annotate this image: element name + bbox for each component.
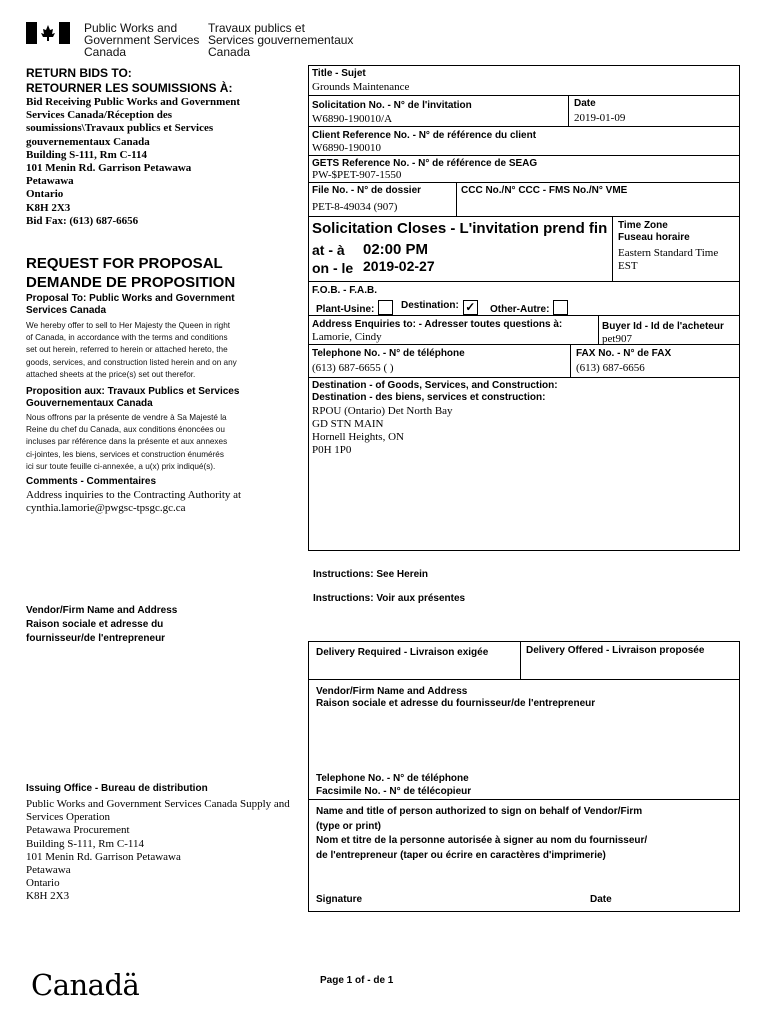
closes-on-label: on - le: [312, 260, 354, 276]
date-label: Date: [574, 98, 596, 109]
proposal-to-heading: Proposal To: Public Works and Government Services Canada: [26, 293, 235, 316]
fob-other-option[interactable]: Other-Autre:: [490, 300, 568, 315]
delivery-offered-field[interactable]: Delivery Offered - Livraison proposée: [526, 645, 705, 656]
dept-name-en: Public Works and Government Services Canada: [84, 21, 200, 59]
fax-value: (613) 687-6656: [576, 362, 645, 374]
vendor-left-heading: Vendor/Firm Name and Address Raison sociale et adresse du fournisseur/de l'entrepreneur: [26, 605, 178, 644]
instructions-en: Instructions: See Herein: [313, 569, 429, 580]
time-zone-label: Time Zone Fuseau horaire: [618, 220, 690, 243]
instructions-fr: Instructions: Voir aux présentes: [313, 593, 466, 604]
gets-ref-value: PW-$PET-907-1550: [312, 169, 402, 181]
fob-label: F.O.B. - F.A.B.: [312, 285, 377, 296]
destination-label: Destination - of Goods, Services, and Construction: Destination - des biens, services et construction:: [312, 380, 558, 403]
rfp-title: REQUEST FOR PROPOSAL DEMANDE DE PROPOSITION: [26, 255, 236, 291]
fob-plant-option[interactable]: Plant-Usine:: [316, 300, 393, 315]
solicitation-value: W6890-190010/A: [312, 113, 393, 125]
return-bids-address: Bid Receiving Public Works and Government Services Canada/Réception des soumissions\Travaux publics et Services gouvernementaux Canada Building S-111, Rm C-114 101 Menin Rd. Garrison Petawawa Petawawa Ontario K8H 2X3 Bid Fax: (613) 687-6656: [26, 96, 241, 227]
closes-at-label: at - à: [312, 242, 345, 258]
destination-checkbox[interactable]: ✓: [463, 300, 478, 315]
signature-field[interactable]: Signature: [316, 894, 363, 905]
ccc-no-label: CCC No./N° CCC - FMS No./N° VME: [461, 185, 628, 196]
destination-value: RPOU (Ontario) Det North Bay GD STN MAIN Hornell Heights, ON P0H 1P0: [312, 405, 453, 456]
phone-value: (613) 687-6655 ( ): [312, 362, 394, 374]
client-ref-value: W6890-190010: [312, 142, 382, 154]
file-no-label: File No. - N° de dossier: [312, 185, 422, 196]
return-bids-title: RETURN BIDS TO: RETOURNER LES SOUMISSIONS À:: [26, 66, 233, 95]
vendor-firm-field[interactable]: Vendor/Firm Name and Address Raison sociale et adresse du fournisseur/de l'entrepreneur: [316, 686, 596, 709]
fax-label: FAX No. - N° de FAX: [576, 348, 672, 359]
proposal-aux-heading: Proposition aux: Travaux Publics et Services Gouvernementaux Canada: [26, 386, 240, 409]
title-label: Title - Sujet: [312, 68, 366, 79]
date-value: 2019-01-09: [574, 112, 626, 124]
proposal-to-text: We hereby offer to sell to Her Majesty the Queen in right of Canada, in accordance with the terms and conditions set out herein, referred to herein or attached hereto, the goods, services, and construction listed herein and on any attached sheets at the price(s) set out therefor.: [26, 321, 237, 379]
solicitation-label: Solicitation No. - N° de l'invitation: [312, 100, 472, 111]
enquiries-value: Lamorie, Cindy: [312, 331, 382, 343]
file-no-value: PET-8-49034 (907): [312, 201, 398, 213]
closes-date: 2019-02-27: [363, 258, 435, 274]
enquiries-label: Address Enquiries to: - Adresser toutes questions à:: [312, 319, 563, 330]
authorized-signer-field[interactable]: Name and title of person authorized to sign on behalf of Vendor/Firm (type or print) Nom et titre de la personne autorisée à signer au nom du fournisseur/ de l'entrepreneur (taper ou écrire en caractères d'imprimerie): [316, 806, 648, 861]
time-zone-value: Eastern Standard Time EST: [618, 247, 719, 272]
delivery-required-field[interactable]: Delivery Required - Livraison exigée: [316, 647, 489, 658]
buyer-id-label: Buyer Id - Id de l'acheteur: [602, 321, 724, 332]
page-number: Page 1 of - de 1: [320, 975, 394, 986]
issuing-office-heading: Issuing Office - Bureau de distribution: [26, 783, 208, 794]
buyer-id-value: pet907: [602, 333, 632, 345]
signature-date-field[interactable]: Date: [590, 894, 612, 905]
gets-ref-label: GETS Reference No. - N° de référence de SEAG: [312, 158, 538, 169]
vendor-phone-fax-field[interactable]: Telephone No. - N° de téléphone Facsimile No. - N° de télécopieur: [316, 773, 472, 797]
dept-name-fr: Travaux publics et Services gouvernementaux Canada: [208, 21, 354, 59]
comments-text: Address inquiries to the Contracting Authority at cynthia.lamorie@pwgsc-tpsgc.gc.ca: [26, 489, 242, 514]
proposal-aux-text: Nous offrons par la présente de vendre à Sa Majesté la Reine du chef du Canada, aux conditions énoncées ou incluses par référence dans la présente et aux annexes ci-jointes, les biens, services et construction énumérés ici sur toute feuille ci-annexée, a u(x) prix indiqué(s).: [26, 413, 228, 471]
plant-checkbox[interactable]: [378, 300, 393, 315]
closes-time: 02:00 PM: [363, 241, 429, 258]
title-value: Grounds Maintenance: [312, 81, 410, 93]
solicitation-closes-title: Solicitation Closes - L'invitation prend fin: [312, 220, 608, 237]
canada-wordmark-logo: Canadä: [31, 968, 140, 1002]
fob-destination-option[interactable]: Destination: ✓: [401, 300, 478, 315]
phone-label: Telephone No. - N° de téléphone: [312, 348, 465, 359]
other-checkbox[interactable]: [553, 300, 568, 315]
issuing-office-address: Public Works and Government Services Canada Supply and Services Operation Petawawa Procurement Building S-111, Rm C-114 101 Menin Rd. Garrison Petawawa Petawawa Ontario K8H 2X3: [26, 798, 290, 903]
client-ref-label: Client Reference No. - N° de référence du client: [312, 130, 537, 141]
comments-heading: Comments - Commentaires: [26, 476, 157, 487]
